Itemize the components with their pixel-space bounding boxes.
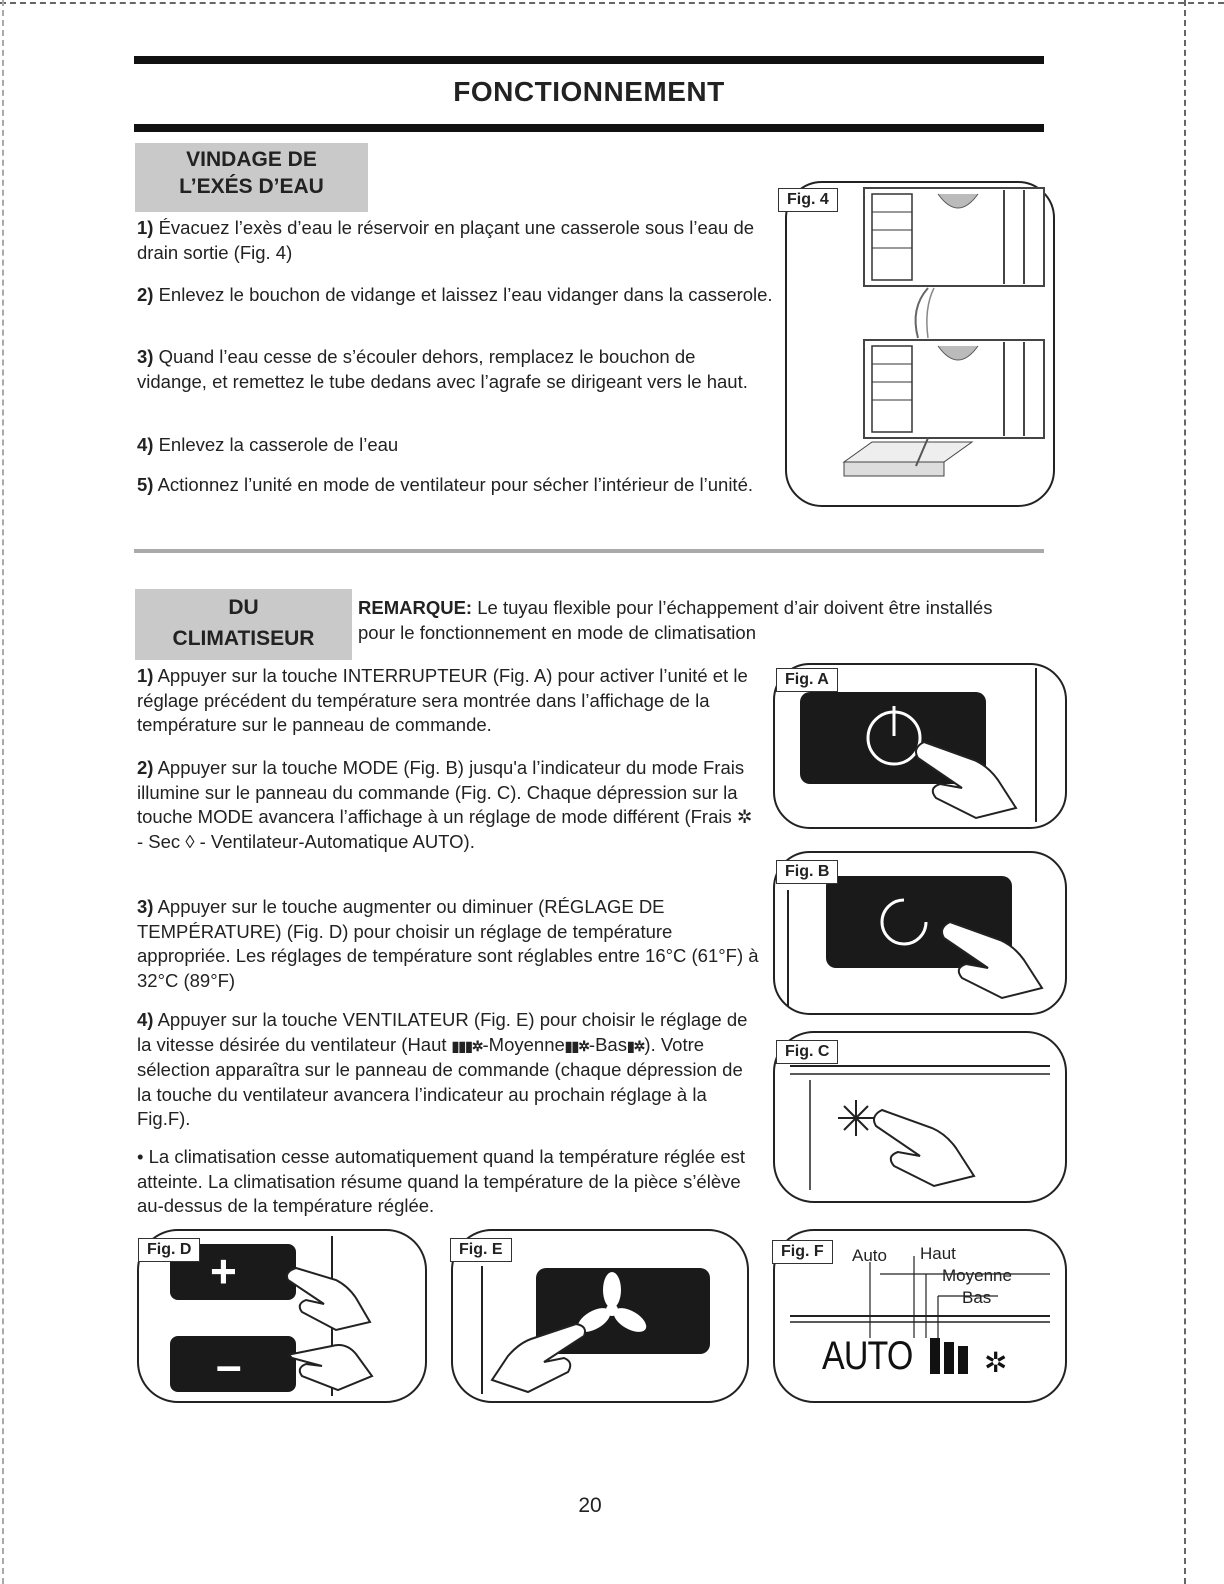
step-2-climatiseur: 2) Appuyer sur la touche MODE (Fig. B) jusqu'a l’indicateur du mode Frais illumine sur le panneau du commande (Fig. C). Chaque dépression sur la touche MODE avancera l’affichage à un réglage de mode différent (Frais ✲ - Sec ◊ - Ventilateur-Automatique AUTO). <box>137 757 753 852</box>
step-2-drain: 2) Enlevez le bouchon de vidange et laissez l’eau vidanger dans la casserole. <box>137 284 773 305</box>
section-label-vindage <box>135 143 368 212</box>
section-label-climatiseur <box>135 589 352 660</box>
plus-icon: + <box>210 1245 237 1297</box>
page-number: 20 <box>578 1494 602 1517</box>
step-1-drain: 1) Évacuez l’exès d’eau le réservoir en plaçant une casserole sous l’eau de drain sortie (Fig. 4) <box>137 217 755 263</box>
fig-f-bas-label: Bas <box>962 1288 992 1307</box>
figure-e-label: Fig. E <box>450 1238 512 1262</box>
figure-c-label: Fig. C <box>776 1040 838 1064</box>
cut-line-top <box>0 2 1224 4</box>
section-label-line2: L’EXÉS D’EAU <box>179 175 324 198</box>
figure-d <box>136 1228 428 1406</box>
speed-medium-icon: ▮▮✲ <box>564 1037 589 1054</box>
cut-line-right <box>1184 0 1186 1584</box>
figure-4-illustration <box>778 180 1058 510</box>
remark-note: REMARQUE: Le tuyau flexible pour l’échappement d’air doivent être installés pour le fonctionnement en mode de climatisation <box>358 597 993 643</box>
figure-d-label: Fig. D <box>138 1238 200 1262</box>
fig-f-haut-label: Haut <box>920 1244 956 1263</box>
figure-a-label: Fig. A <box>776 668 838 692</box>
step-5-drain: 5) Actionnez l’unité en mode de ventilateur pour sécher l’intérieur de l’unité. <box>137 474 754 495</box>
figure-f-label: Fig. F <box>772 1240 833 1264</box>
figure-b-label: Fig. B <box>776 860 838 884</box>
step-4-drain: 4) Enlevez la casserole de l’eau <box>137 434 399 455</box>
fig-f-auto-display: AUTO <box>822 1334 913 1378</box>
figure-e <box>450 1228 750 1406</box>
step-3-drain: 3) Quand l’eau cesse de s’écouler dehors, remplacez le bouchon de vidange, et remettez le tube dedans avec l’agrafe se dirigeant vers le haut. <box>137 346 748 392</box>
section-label-line2: CLIMATISEUR <box>172 627 315 650</box>
header-rule-top <box>134 56 1044 64</box>
bullet-note: • La climatisation cesse automatiquement quand la température réglée est atteinte. La climatisation résume quand la température de la pièce s’élève au-dessus de la température réglée. <box>137 1146 746 1216</box>
figure-4-label: Fig. 4 <box>778 188 838 212</box>
figure-b <box>770 850 1070 1018</box>
minus-icon: – <box>216 1339 242 1391</box>
section-label-line1: DU <box>228 596 259 619</box>
header-rule-bottom <box>134 124 1044 132</box>
step-4-climatiseur: 4) Appuyer sur la touche VENTILATEUR (Fig. E) pour choisir le réglage de la vitesse désirée du ventilateur (Haut ▮▮▮✲-Moyenne▮▮✲-Bas▮✲). Votre sélection apparaîtra sur le panneau de commande (chaque dépression de la touche du ventilateur avancera l’indicateur au prochain réglage à la Fig.F). <box>137 1009 748 1129</box>
cut-line-left <box>2 0 4 1584</box>
fig-f-moyenne-label: Moyenne <box>942 1266 1012 1285</box>
step-3-climatiseur: 3) Appuyer sur le touche augmenter ou diminuer (RÉGLAGE DE TEMPÉRATURE) (Fig. D) pour choisir un réglage de température appropriée. Les réglages de température sont réglables entre 16°C (61°F) à 32°C (89°F) <box>137 896 759 991</box>
step-1-climatiseur: 1) Appuyer sur la touche INTERRUPTEUR (Fig. A) pour activer l’unité et le réglage précédent du température sera montrée dans l’affichage de la température sur le panneau de commande. <box>137 665 748 735</box>
fig-f-auto-label: Auto <box>852 1246 887 1265</box>
page-title: FONCTIONNEMENT <box>453 76 725 107</box>
figure-f <box>770 1228 1070 1406</box>
figure-c <box>770 1030 1070 1206</box>
figure-a <box>770 662 1070 832</box>
speed-high-icon: ▮▮▮✲ <box>451 1037 483 1054</box>
speed-low-icon: ▮✲ <box>626 1037 645 1054</box>
fan-icon: ✲ <box>984 1346 1008 1379</box>
section-divider <box>134 549 1044 553</box>
figure-4 <box>778 180 1058 510</box>
section-label-line1: VINDAGE DE <box>186 148 317 171</box>
